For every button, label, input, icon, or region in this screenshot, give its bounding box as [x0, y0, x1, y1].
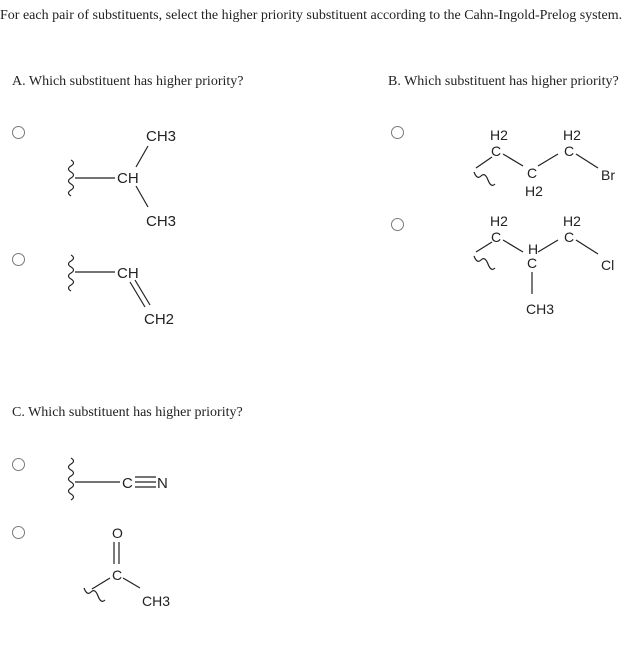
radio-a-option1[interactable]: [12, 126, 25, 139]
c1-n: N: [157, 475, 168, 492]
a1-ch3-bottom: CH3: [146, 213, 177, 230]
a2-ch: CH: [117, 265, 139, 282]
wavy-bond-icon: [69, 458, 74, 500]
bond: [92, 578, 110, 589]
b1-h2a: H2: [490, 127, 508, 143]
radio-c-option2[interactable]: [12, 526, 25, 539]
b2-c3: C: [564, 229, 575, 245]
structure-a-option1: [60, 120, 210, 230]
wavy-bond-icon: [84, 588, 105, 601]
b1-c2: C: [527, 165, 538, 181]
bond: [476, 242, 492, 252]
b1-h2c: H2: [563, 127, 581, 143]
b2-ch3: CH3: [526, 301, 555, 317]
structure-b-option1: [470, 120, 644, 210]
b1-br: Br: [601, 167, 615, 183]
b2-c1: C: [491, 229, 502, 245]
b2-h2a: H2: [490, 213, 508, 229]
bond: [576, 154, 598, 168]
c2-c: C: [112, 567, 123, 583]
question-b-label: B. Which substituent has higher priority?: [388, 74, 619, 89]
double-bond: [130, 282, 145, 307]
bond: [538, 240, 558, 252]
structure-c-option1: [60, 455, 210, 515]
bond: [576, 240, 598, 254]
b1-h2b: H2: [525, 183, 543, 199]
bond: [123, 578, 140, 588]
b2-h2c: H2: [563, 213, 581, 229]
c1-c: C: [122, 475, 133, 492]
a1-ch: CH: [117, 170, 139, 187]
b1-c1: C: [491, 143, 502, 159]
question-a-label: A. Which substituent has higher priority?: [12, 74, 244, 89]
double-bond: [135, 280, 150, 305]
structure-c-option2: [60, 522, 210, 622]
wavy-bond-icon: [474, 172, 495, 185]
b2-cl: Cl: [601, 257, 615, 273]
c2-ch3: CH3: [142, 593, 171, 609]
bond: [136, 186, 148, 207]
radio-b-option2[interactable]: [391, 218, 404, 231]
b1-c3: C: [564, 143, 575, 159]
a1-ch3-top: CH3: [146, 128, 177, 145]
a2-ch2: CH2: [144, 311, 175, 328]
bond: [136, 146, 148, 167]
b2-c2: C: [527, 255, 538, 271]
bond: [538, 154, 558, 166]
bond: [476, 157, 492, 168]
instructions: For each pair of substituents, select the higher priority substituent according to the Cahn-Ingold-Prelog system.: [0, 8, 623, 23]
question-c-label: C. Which substituent has higher priority?: [12, 405, 243, 420]
radio-a-option2[interactable]: [12, 253, 25, 266]
bond: [503, 154, 523, 166]
bond: [503, 240, 523, 252]
radio-c-option1[interactable]: [12, 458, 25, 471]
structure-b-option2: [470, 212, 644, 322]
wavy-bond-icon: [69, 255, 74, 291]
wavy-bond-icon: [474, 256, 495, 269]
c2-o: O: [112, 525, 123, 541]
structure-a-option2: [60, 250, 210, 340]
radio-b-option1[interactable]: [391, 126, 404, 139]
b2-h: H: [528, 241, 539, 257]
wavy-bond-icon: [69, 160, 74, 196]
